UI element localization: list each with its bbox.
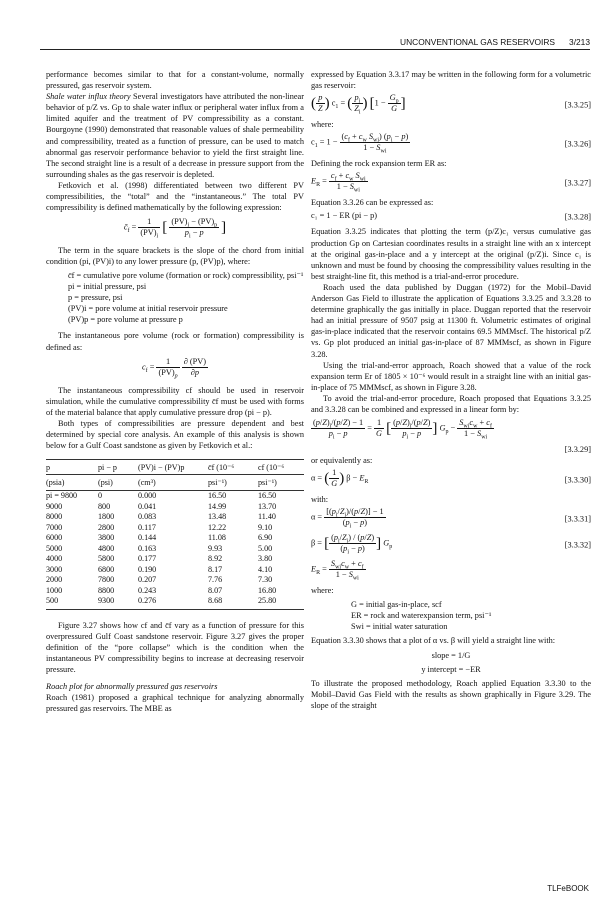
table-cell: 8000 (46, 512, 63, 522)
equation-number: [3.3.31] (564, 514, 591, 524)
paragraph: Equation 3.3.30 shows that a plot of α vs. β will yield a straight line with: (311, 636, 556, 646)
column-header: pi − p (98, 460, 138, 475)
table-cell: 8.07 (208, 585, 223, 595)
table-cell: 6000 (46, 533, 63, 543)
table-cell: 5800 (98, 554, 115, 564)
equation-3-3-31: α = $\frac{[(p_i/Z_i)/(p/Z)] - 1}{(p_i - p)}$ [3.3.31] (311, 507, 591, 530)
paragraph: Both types of compressibilities are pressure dependent and best determined by special core analysis. An example of this analysis is shown below for a Gulf Coast sandstone as given by Fetkovich et al.: (46, 418, 304, 451)
subheading: Shale water influx theory (46, 92, 131, 102)
table-cell: 0.041 (138, 501, 157, 511)
column-unit: psi⁻¹) (208, 474, 258, 491)
equation-3-3-30: α = ( $\frac{1}{G}$ ) $\beta - E_R$ [3.3.30] (311, 468, 591, 489)
subheading-roach: Roach plot for abnormally pressured gas reservoirs (46, 682, 218, 692)
paragraph: Using the trial-and-error approach, Roach showed that a value of the rock expansion term Er of 1805 × 10⁻⁶ would result in a straight line with an initial gas-in-place of 75 MMMscf, as shown in Figure 3.28. (311, 360, 591, 392)
equation-3-3-27: $E_R$ = $\frac{c_f + c_w S_{wi}}{1 - S_{wi}}$ [3.3.27] (311, 171, 591, 195)
column-header: c̄f (10⁻⁶ (208, 460, 258, 475)
table-cell: 16.50 (208, 491, 227, 501)
paragraph: Equation 3.3.26 can be expressed as: (311, 198, 434, 208)
table-row (46, 575, 304, 586)
table-cell: 3000 (46, 564, 63, 574)
table-cell: 5000 (46, 543, 63, 553)
table-cell: 1000 (46, 585, 63, 595)
table-cell: 8.17 (208, 564, 223, 574)
paragraph-text: Several investigators have attributed the non-linear behavior of p/Z vs. Gp to shale water influx or peripheral water influx from a limited aquifer and the treatment of PV compressibility as a constant. Bourgoyne (1990) demonstrated that reasonable values of shale permeability and compressibility, treated as a function of pressure, can be used to match abnormal gas reservoir performance behavior to yield the first straight line. The second straight line is a result of a decrease in pressure support from the surrounding shales as the gas reservoir is depleted. (46, 92, 304, 179)
equation-number: [3.3.27] (564, 178, 591, 188)
footer-watermark: TLFeBOOK (547, 884, 589, 893)
equation-number: [3.3.29] (564, 445, 591, 455)
paragraph: The instantaneous pore volume (rock or formation) compressibility is defined as: (46, 331, 304, 352)
table-cell: 0.000 (138, 491, 157, 501)
table-cell: 11.40 (258, 512, 276, 522)
table-cell: 9300 (98, 596, 138, 609)
paragraph: or equivalently as: (311, 456, 373, 466)
paragraph: The term in the square brackets is the slope of the chord from initial condition (pi, (PV)i) to any lower pressure (p, (PV)p), where: (46, 246, 304, 267)
table-cell: 14.99 (208, 501, 227, 511)
definition-item: ER = rock and waterexpansion term, psi⁻¹ (351, 611, 492, 621)
table-cell: 9.93 (208, 543, 223, 553)
equation-3-3-32: β = [ $\frac{(p_i/Z_i) / (p/Z)}{(p_i - p)}$ ] $G_p$ [3.3.32] (311, 533, 591, 556)
table-row (46, 502, 304, 513)
column-unit: (psia) (46, 474, 98, 491)
table-cell: 4800 (98, 543, 115, 553)
equation-number: [3.3.25] (564, 100, 591, 110)
paragraph: To avoid the trial-and-error procedure, Roach proposed that Equations 3.3.25 and 3.3.28 can be combined and expressed in a linear form by: (311, 393, 591, 414)
table-cell: 7.76 (208, 575, 223, 585)
table-cell: 0.177 (138, 554, 157, 564)
column-header: cf (10⁻⁶ (258, 460, 304, 475)
definition-item: Swi = initial water saturation (351, 622, 448, 632)
table-cell: 2000 (46, 575, 63, 585)
table-cell: 16.50 (258, 491, 277, 501)
label-where: where: (311, 120, 334, 130)
table-row (46, 544, 304, 555)
table-row (46, 586, 304, 597)
table-cell: 0.207 (138, 575, 157, 585)
table-cell: 8.92 (208, 554, 223, 564)
table-cell: 0.243 (138, 585, 157, 595)
table-row (46, 533, 304, 544)
table-cell: 0.083 (138, 512, 157, 522)
column-unit: psi⁻¹) (258, 474, 304, 491)
table-cell: 2800 (98, 522, 115, 532)
table-cell: 500 (46, 596, 98, 609)
definition-list (351, 599, 591, 632)
slope-expression: slope = 1/G (431, 650, 471, 660)
table-cell: 9.10 (258, 522, 273, 532)
table-cell: 7800 (98, 575, 115, 585)
paragraph: Roach used the data published by Duggan (1972) for the Mobil–David Anderson Gas Field to illustrate the application of Equations 3.3.25 and 3.3.28 to determine graphically the gas initially in place. Duggan reported that the reservoir had an initial pressure of 9507 psig at 11300 ft. Volumetric estimates of original gas-in-place indicated that the reservoir contains 69.5 MMMscf. The historical p/Z vs. Gp plot produced an initial gas-in-place of 87 MMMscf, as shown in Figure 3.28. (311, 282, 591, 359)
paragraph: Roach (1981) proposed a graphical technique for analyzing abnormally pressured gas reservoirs. The MBE as (46, 693, 304, 714)
definition-item: c̄f = cumulative pore volume (formation or rock) compressibility, psi⁻¹ (68, 271, 304, 281)
table-cell: 0.117 (138, 522, 156, 532)
equation-number: [3.3.26] (564, 139, 591, 149)
table-cell: 0 (98, 491, 103, 501)
table-cell: 3800 (98, 533, 115, 543)
definition-item: pi = initial pressure, psi (68, 282, 147, 292)
label-with: with: (311, 495, 329, 505)
paragraph: The instantaneous compressibility cf should be used in reservoir simulation, while the cumulative compressibility c̄f must be used with forms of the material balance that apply cumulative pressure drop (pi − p). (46, 385, 304, 417)
table-row (46, 565, 304, 576)
table-cell: 7.30 (258, 575, 273, 585)
definition-item: (PV)p = pore volume at pressure p (68, 315, 183, 325)
paragraph: Figure 3.27 shows how cf and c̄f vary as a function of pressure for this overpressured Gulf Coast sandstone reservoir. Figure 3.27 gives the proper definition of the “pore collapse” which is the condition when the instantaneous PV compressibility begins to increase at decreasing reservoir pressure. (46, 620, 304, 675)
column-unit: (cm³) (138, 474, 208, 491)
running-header (40, 37, 590, 49)
equation-instantaneous-compressibility: $c_f$ = $\frac{1}{(PV)_p}$ $\frac{\partial (PV)}{\partial p}$ (141, 356, 207, 380)
header-title: UNCONVENTIONAL GAS RESERVOIRS (400, 37, 556, 47)
column-unit: (psi) (98, 474, 138, 491)
definition-item: G = initial gas-in-place, scf (351, 600, 442, 610)
table-cell: 0.144 (138, 533, 157, 543)
table-cell: 8.68 (208, 596, 258, 609)
intercept-expression: y intercept = −ER (421, 664, 481, 674)
table-cell: 0.276 (138, 596, 208, 609)
table-cell: 4.10 (258, 564, 273, 574)
definition-item: (PV)i = pore volume at initial reservoir pressure (68, 304, 228, 314)
paragraph: To illustrate the proposed methodology, Roach applied Equation 3.3.30 to the Mobil–David Gas Field with the results as shown graphically in Figure 3.29. The slope of the straight (311, 678, 591, 710)
equation-3-3-25: ( $\frac{p}{Z}$ ) $c_1$ = ( $\frac{p_i}{Z_i}$ ) [1 − $\frac{G_p}{G}$ ] [3.3.25] (311, 93, 591, 116)
column-header: p (46, 460, 98, 475)
table-cell: 9000 (46, 501, 63, 511)
equation-3-3-29: $\frac{(p/Z)_i/(p/Z) - 1}{p_i - p}$ = $\frac{1}{G}$ [ $\frac{(p/Z)_i/(p/Z)}{p_i - p}$ ] $G_p$ − $\frac{S_{wi}c_w + c_f}{1 - S_{wi}}$ (313, 418, 492, 441)
paragraph-shale-water (46, 91, 304, 180)
equation-number: [3.3.28] (564, 212, 591, 222)
compressibility-table (46, 459, 304, 610)
table-row (46, 554, 304, 565)
table-cell: 13.70 (258, 501, 277, 511)
table-cell: 0.190 (138, 564, 157, 574)
table-cell: 3.80 (258, 554, 273, 564)
equation-er: $E_R$ = $\frac{S_{wi}c_w + c_f}{1 - S_{wi}}$ (311, 559, 364, 582)
definition-item: p = pressure, psi (68, 293, 123, 303)
paragraph: Fetkovich et al. (1998) differentiated between two different PV compressibilities, the “total” and the “instantaneous.” The total PV compressibility is defined mathematically by the following expression: (46, 180, 304, 213)
table-cell: 4000 (46, 554, 63, 564)
table-cell: 6.90 (258, 533, 273, 543)
paragraph: performance becomes similar to that for a constant-volume, normally pressured, gas reservoir system. (46, 70, 304, 91)
definition-list (68, 270, 304, 325)
table-cell: 800 (98, 501, 111, 511)
equation-text: c₁ = 1 − ER (pi − p) (311, 211, 378, 221)
left-column (46, 69, 304, 714)
table-cell: 1800 (98, 512, 115, 522)
table-cell: 25.80 (258, 596, 304, 609)
table-row (46, 491, 304, 502)
equation-number: [3.3.30] (564, 475, 591, 485)
table-cell: 12.22 (208, 522, 227, 532)
paragraph: expressed by Equation 3.3.17 may be written in the following form for a volumetric gas reservoir: (311, 70, 591, 91)
table-cell: 6800 (98, 564, 115, 574)
equation-number: [3.3.32] (564, 540, 591, 550)
table-cell: 16.80 (258, 585, 277, 595)
table-cell: 8800 (98, 585, 115, 595)
header-rule (40, 49, 590, 50)
table-cell: 13.48 (208, 512, 227, 522)
label-where: where: (311, 586, 334, 596)
header-page-number: 3/213 (569, 37, 590, 47)
table-row (46, 523, 304, 534)
table-cell: 11.08 (208, 533, 226, 543)
table-row (46, 596, 304, 609)
column-header: (PV)i − (PV)p (138, 460, 208, 475)
table-cell: 0.163 (138, 543, 157, 553)
table-cell: 5.00 (258, 543, 273, 553)
table-cell: 7000 (46, 522, 63, 532)
right-column (311, 69, 591, 711)
table-cell: pi = 9800 (46, 491, 78, 501)
table-row (46, 512, 304, 523)
equation-3-3-26: $c_1 = 1$ − $\frac{(c_f + c_w S_{wi}) (p_i - p)}{1 - S_{wi}}$ [3.3.26] (311, 132, 591, 155)
table-body (46, 491, 304, 610)
equation-total-compressibility: $c̄_f$ = $\frac{1}{(PV)_i}$ [ $\frac{(PV)_i - (PV)_p}{p_i - p}$ ] (123, 217, 227, 240)
paragraph: Equation 3.3.25 indicates that plotting the term (p/Z)c₁ versus cumulative gas production Gp on Cartesian coordinates results in a straight line with an x intercept at the original gas-in-place and a y intercept at the original (p/Z)i. Since c₁ is unknown and must be found by choosing the compressibility values resulting in the best straight-line fit, this method is a trial-and-error procedure. (311, 227, 591, 281)
equation-3-3-28 (311, 210, 591, 224)
paragraph: Defining the rock expansion term ER as: (311, 159, 447, 169)
